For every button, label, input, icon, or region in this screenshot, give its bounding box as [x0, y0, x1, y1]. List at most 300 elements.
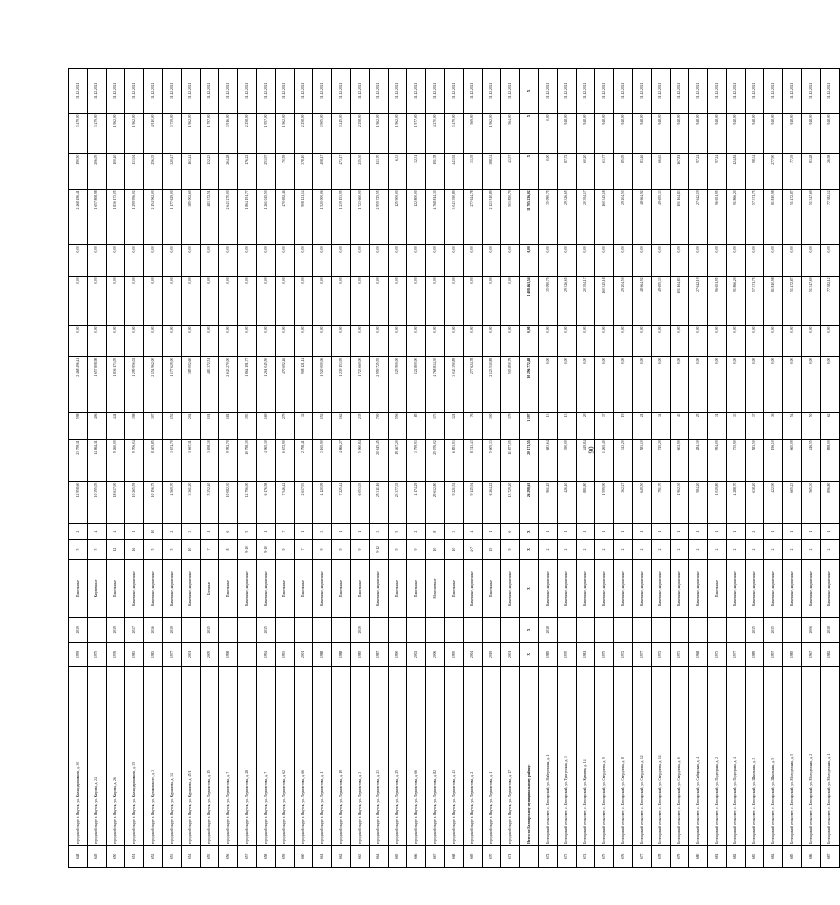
table-cell: 1972: [614, 642, 633, 667]
table-cell: 190,50: [69, 153, 88, 189]
table-cell: 0,00: [632, 357, 651, 413]
table-cell: 2015: [200, 618, 219, 643]
table-cell: 1: [820, 524, 839, 540]
table-cell: 2 643 270,00: [219, 357, 238, 413]
table-cell: городской округ г. Якутск, ул. Лермонтова, д. 17: [501, 667, 520, 846]
table-cell: 791,70: [651, 481, 670, 523]
table-cell: 2: [651, 539, 670, 559]
table-cell: 3 361,20: [181, 481, 200, 523]
table-cell: 31.12.2021: [444, 69, 463, 114]
table-cell: 31.12.2021: [87, 69, 106, 114]
table-cell: 649,50: [632, 481, 651, 523]
table-cell: 0,00: [576, 245, 595, 276]
table-cell: 0,00: [144, 245, 163, 276]
table-cell: 556: [388, 412, 407, 439]
table-cell: 948,00: [726, 113, 745, 153]
table-cell: Каменные, кирпичные: [726, 560, 745, 618]
table-cell: городской округ г. Якутск, ул. Лермонтова, д. 15: [200, 667, 219, 846]
table-cell: 31.12.2021: [369, 69, 388, 114]
table-row: [689, 69, 708, 868]
table-cell: 31.12.2021: [538, 69, 557, 114]
table-cell: Каменные, кирпичные: [144, 560, 163, 618]
table-cell: 2 959 725,55: [369, 189, 388, 245]
table-cell: 0,00: [125, 276, 144, 325]
table-cell: 113,70: [369, 153, 388, 189]
table-cell: 0,00: [388, 325, 407, 356]
table-cell: Белоярский сельсовет, с. Белоярский, ул. Школьная, д. 5: [764, 667, 783, 846]
table-cell: [614, 618, 633, 643]
table-cell: 12: [106, 539, 125, 559]
table-cell: X: [520, 618, 539, 643]
table-cell: Каменные, кирпичные: [614, 560, 633, 618]
table-cell: 2: [69, 524, 88, 540]
table-cell: 122 800,00: [407, 357, 426, 413]
table-cell: 101: [200, 412, 219, 439]
table-cell: [426, 618, 445, 643]
table-cell: 5: [238, 524, 257, 540]
table-cell: 0,00: [106, 245, 125, 276]
table-cell: 10 156,75: [144, 481, 163, 523]
table-cell: 91 866,20: [726, 276, 745, 325]
table-cell: [482, 618, 501, 643]
table-cell: 0,00: [181, 245, 200, 276]
table-cell: 1: [350, 524, 369, 540]
table-cell: 12 958,60: [69, 481, 88, 523]
table-cell: 7: [200, 539, 219, 559]
table-cell: 122 800,00: [407, 189, 426, 245]
table-cell: Белоярский сельсовет, с. Белоярский, ул. Молодежная, д. 5: [783, 667, 802, 846]
table-cell: 948,00: [708, 113, 727, 153]
table-row: [162, 69, 181, 868]
table-cell: 343,20: [614, 439, 633, 481]
table-cell: 4 965,30: [256, 439, 275, 481]
housing-repair-table: [68, 68, 840, 868]
table-cell: 85,05: [614, 153, 633, 189]
table-cell: 3 799,93: [407, 439, 426, 481]
table-cell: городской округ г. Якутск, ул. Кирова, д. 24: [87, 667, 106, 846]
table-cell: 12 796,00: [238, 481, 257, 523]
table-cell: 29 204,50: [614, 276, 633, 325]
table-cell: 31.12.2021: [407, 69, 426, 114]
table-cell: 27 642,19: [689, 276, 708, 325]
table-cell: 0,00: [614, 245, 633, 276]
table-row: [614, 69, 633, 868]
table-cell: 0,00: [407, 276, 426, 325]
table-cell: 2015: [745, 618, 764, 643]
table-row: [313, 69, 332, 868]
table-cell: 96 651,95: [708, 189, 727, 245]
table-cell: 9: [350, 539, 369, 559]
table-cell: 0,00: [538, 245, 557, 276]
table-cell: 441: [106, 412, 125, 439]
table-cell: 81 810,98: [764, 276, 783, 325]
table-cell: 686: [802, 845, 821, 867]
table-cell: 652: [144, 845, 163, 867]
table-cell: 0,00: [708, 325, 727, 356]
table-cell: 6 264,22: [482, 481, 501, 523]
table-cell: 681: [708, 845, 727, 867]
table-cell: Белоярский сельсовет, с. Белоярский, ул. Подгорная, д. 4: [726, 667, 745, 846]
table-cell: 2 617,93: [294, 481, 313, 523]
table-cell: 0,00: [87, 325, 106, 356]
table-body: [69, 69, 840, 868]
table-cell: 2: [670, 539, 689, 559]
table-cell: 277 624,78: [463, 357, 482, 413]
table-cell: 0,00: [482, 276, 501, 325]
table-cell: 1990: [388, 642, 407, 667]
table-cell: 0,00: [162, 245, 181, 276]
table-cell: 668: [444, 845, 463, 867]
table-cell: 663: [350, 845, 369, 867]
table-cell: 60,20: [576, 153, 595, 189]
table-cell: 2004: [463, 642, 482, 667]
table-cell: 4: [87, 524, 106, 540]
table-cell: 658: [256, 845, 275, 867]
table-cell: 662: [332, 845, 351, 867]
table-cell: 0,00: [783, 325, 802, 356]
table-cell: 908 121,14: [294, 189, 313, 245]
table-cell: 664: [369, 845, 388, 867]
table-cell: Каменные, кирпичные: [689, 560, 708, 618]
table-cell: Каменные, кирпичные: [181, 560, 200, 618]
table-cell: 2005: [200, 642, 219, 667]
table-cell: 0,00: [745, 325, 764, 356]
table-cell: X: [520, 153, 539, 189]
table-cell: 1: [538, 524, 557, 540]
table-cell: 0,00: [219, 325, 238, 356]
table-cell: 98,34: [745, 153, 764, 189]
table-cell: городской округ г. Якутск, ул. Кулаковского, д. 3: [144, 667, 163, 846]
table-cell: 29 326,65: [557, 276, 576, 325]
table-cell: 385 002,60: [181, 189, 200, 245]
table-cell: Панельные: [294, 560, 313, 618]
table-cell: 31.12.2021: [764, 69, 783, 114]
table-cell: 152: [313, 412, 332, 439]
table-cell: 2015: [764, 618, 783, 643]
table-cell: 673: [557, 845, 576, 867]
table-cell: 1 239 153,95: [332, 357, 351, 413]
table-cell: 674: [576, 845, 595, 867]
table-cell: 31.12.2021: [614, 69, 633, 114]
table-cell: 1: [557, 524, 576, 540]
table-cell: 0,00: [708, 357, 727, 413]
table-cell: Белоярский сельсовет, с. Белоярский, ул. Подгорная, д. 2: [708, 667, 727, 846]
table-cell: 896,80: [820, 481, 839, 523]
table-cell: 300: [482, 412, 501, 439]
table-cell: городской округ г. Якутск, ул. Курашова, д. 45/1: [181, 667, 200, 846]
table-cell: 2 123 510,89: [482, 189, 501, 245]
table-cell: Каменные, кирпичные: [576, 560, 595, 618]
table-cell: 8: [219, 539, 238, 559]
table-cell: 1 019,80: [708, 481, 727, 523]
table-cell: 679: [670, 845, 689, 867]
table-cell: 948,00: [632, 113, 651, 153]
table-row: [144, 69, 163, 868]
table-cell: 1 962,00: [275, 113, 294, 153]
table-cell: 191,78: [426, 153, 445, 189]
table-cell: 0,00: [463, 325, 482, 356]
table-cell: 20 394,17: [576, 276, 595, 325]
table-cell: Белоярский сельсовет, с. Белоярский, ул. Молодежная, д. 2: [802, 667, 821, 846]
table-cell: 388,34: [482, 153, 501, 189]
table-cell: [708, 618, 727, 643]
table-cell: 0,00: [764, 245, 783, 276]
table-cell: [576, 618, 595, 643]
table-cell: 25: [689, 412, 708, 439]
table-cell: 638,20: [745, 481, 764, 523]
table-cell: 16: [125, 539, 144, 559]
table-cell: 735,90: [726, 439, 745, 481]
table-cell: 948,00: [689, 113, 708, 153]
table-cell: 18 617,00: [106, 481, 125, 523]
table-cell: 1985: [783, 642, 802, 667]
table-cell: 31.12.2021: [651, 69, 670, 114]
table-cell: 1977: [632, 642, 651, 667]
table-cell: 948,00: [651, 113, 670, 153]
table-cell: 1 408 463,54: [520, 276, 539, 325]
table-cell: 1959: [69, 642, 88, 667]
table-row: [632, 69, 651, 868]
table-cell: Белоярский сельсовет, с. Белоярский, ул. Свердлова, д. 12: [632, 667, 651, 846]
table-cell: 31.12.2021: [670, 69, 689, 114]
table-cell: 2017: [125, 618, 144, 643]
table-cell: 0,00: [651, 357, 670, 413]
table-cell: X: [520, 642, 539, 667]
table-cell: 1973: [670, 642, 689, 667]
table-cell: 97,24: [689, 153, 708, 189]
table-cell: 5-12: [369, 539, 388, 559]
table-cell: 0,00: [501, 245, 520, 276]
table-cell: 667: [426, 845, 445, 867]
table-cell: 2 123 510,89: [482, 357, 501, 413]
table-cell: 10 395,05: [87, 481, 106, 523]
table-cell: 1 667,11: [181, 439, 200, 481]
table-cell: 0,00: [332, 325, 351, 356]
table-cell: 1985: [538, 642, 557, 667]
table-cell: 1 723 660,00: [350, 189, 369, 245]
table-cell: 1 864 191,77: [238, 357, 257, 413]
table-cell: 181: [219, 412, 238, 439]
table-cell: 31.12.2021: [238, 69, 257, 114]
table-cell: Панельные: [219, 560, 238, 618]
table-cell: 1 864 191,77: [238, 189, 257, 245]
table-cell: 660: [294, 845, 313, 867]
table-cell: 2006: [802, 618, 821, 643]
table-cell: [238, 618, 257, 643]
table-cell: 3: [313, 524, 332, 540]
table-cell: 675: [595, 845, 614, 867]
table-cell: [87, 618, 106, 643]
table-cell: 66,63: [651, 153, 670, 189]
table-cell: 7 546,42: [275, 481, 294, 523]
table-cell: 0,00: [614, 357, 633, 413]
table-cell: 685: [783, 845, 802, 867]
table-cell: 25 311,16: [369, 481, 388, 523]
table-cell: Каменные, кирпичные: [820, 560, 839, 618]
table-cell: Белоярский сельсовет, с. Белоярский, ул. Сибирская, д. 4: [689, 667, 708, 846]
table-cell: 1998: [219, 642, 238, 667]
table-cell: 0,00: [745, 357, 764, 413]
table-row: [444, 69, 463, 868]
table-cell: 320,47: [162, 153, 181, 189]
table-cell: 36: [764, 412, 783, 439]
table-cell: 1995: [444, 642, 463, 667]
table-cell: 1975: [87, 642, 106, 667]
table-cell: 9: [388, 539, 407, 559]
table-cell: 1 299 956,02: [125, 189, 144, 245]
table-cell: городской округ г. Якутск, ул. Лермонтова, д. 3: [350, 667, 369, 846]
table-cell: 15: [482, 539, 501, 559]
table-row: [407, 69, 426, 868]
table-cell: 1 265,40: [595, 439, 614, 481]
table-cell: 0,00: [388, 245, 407, 276]
table-cell: 665: [388, 845, 407, 867]
table-cell: 0,00: [501, 276, 520, 325]
table-cell: Каменные, кирпичные: [162, 560, 181, 618]
table-cell: 5: [388, 524, 407, 540]
table-cell: 657: [238, 845, 257, 867]
table-cell: 77 382,12: [820, 276, 839, 325]
table-cell: 0,00: [407, 325, 426, 356]
table-cell: Белоярский сельсовет, с. Белоярский, ул. Набережная, д. 1: [538, 667, 557, 846]
table-cell: X: [520, 69, 539, 114]
table-cell: 101 164,83: [670, 189, 689, 245]
table-cell: 284,30: [689, 439, 708, 481]
table-cell: 1973: [708, 642, 727, 667]
table-cell: Блочные: [200, 560, 219, 618]
table-cell: X: [520, 524, 539, 540]
table-cell: 31.12.2021: [275, 69, 294, 114]
table-cell: 31.12.2021: [595, 69, 614, 114]
table-cell: 1 239 153,95: [332, 189, 351, 245]
table-cell: 307: [144, 412, 163, 439]
table-cell: 2: [407, 524, 426, 540]
table-cell: 0,00: [783, 245, 802, 276]
table-cell: 0,00: [764, 357, 783, 413]
table-cell: 948,00: [557, 113, 576, 153]
table-cell: 23 799,11: [69, 439, 88, 481]
table-cell: 2 258,00: [350, 113, 369, 153]
table-cell: 0,00: [162, 325, 181, 356]
table-cell: 650: [106, 845, 125, 867]
table-cell: 176,22: [238, 153, 257, 189]
table-cell: 0,00: [350, 276, 369, 325]
table-cell: 31.12.2021: [313, 69, 332, 114]
table-row: [726, 69, 745, 868]
table-cell: 1977: [726, 642, 745, 667]
table-cell: 9 706,04: [125, 439, 144, 481]
table-cell: 1977: [162, 642, 181, 667]
table-cell: [632, 618, 651, 643]
table-row: [501, 69, 520, 868]
table-cell: 2: [632, 539, 651, 559]
table-cell: 422,90: [764, 481, 783, 523]
table-cell: 91 866,20: [726, 189, 745, 245]
table-cell: 2 468 496,41: [69, 357, 88, 413]
table-cell: 1983: [125, 642, 144, 667]
table-cell: 443,92: [444, 153, 463, 189]
table-cell: 6 672,90: [275, 439, 294, 481]
table-cell: 2: [538, 539, 557, 559]
table-cell: 1 177 629,00: [162, 357, 181, 413]
table-cell: 0,00: [144, 276, 163, 325]
table-cell: 37: [595, 412, 614, 439]
table-cell: 31.12.2021: [632, 69, 651, 114]
table-cell: 0,00: [219, 276, 238, 325]
table-row: [388, 69, 407, 868]
table-cell: 1975: [595, 642, 614, 667]
table-cell: 0,00: [726, 325, 745, 356]
table-cell: 160 345,18: [595, 276, 614, 325]
table-cell: 3 674,70: [162, 439, 181, 481]
table-cell: 0,00: [463, 276, 482, 325]
table-cell: 948,00: [576, 113, 595, 153]
table-cell: городской округ г. Якутск, ул. Лермонтова, д. 25: [388, 667, 407, 846]
table-cell: 0,00: [708, 245, 727, 276]
table-cell: городской округ г. Якутск, ул. Лермонтова, д. 1: [313, 667, 332, 846]
table-cell: 253,97: [256, 153, 275, 189]
table-cell: 1988: [332, 642, 351, 667]
table-cell: 6,33: [388, 153, 407, 189]
table-cell: 2018: [820, 618, 839, 643]
table-cell: 33,39: [463, 153, 482, 189]
table-cell: городской округ г. Якутск, ул. Лермонтова, д. 43: [444, 667, 463, 846]
table-cell: 124,84: [726, 153, 745, 189]
table-cell: 2: [576, 539, 595, 559]
table-cell: 4 569,70: [162, 481, 181, 523]
table-cell: 0,00: [726, 357, 745, 413]
table-cell: [670, 618, 689, 643]
table-cell: [520, 845, 539, 867]
table-cell: 9 221,52: [444, 481, 463, 523]
table-cell: Кирпичные: [87, 560, 106, 618]
table-cell: 1: [802, 524, 821, 540]
table-cell: 0,00: [632, 245, 651, 276]
table-row: [802, 69, 821, 868]
table-cell: 50: [802, 412, 821, 439]
table-cell: 9: [313, 539, 332, 559]
table-cell: 76: [463, 412, 482, 439]
table-cell: 6 853,93: [444, 439, 463, 481]
table-cell: 0,00: [125, 245, 144, 276]
table-cell: 961,45: [538, 481, 557, 523]
table-cell: 83,46: [632, 153, 651, 189]
table-cell: 666: [407, 845, 426, 867]
table-cell: 0,00: [444, 245, 463, 276]
table-cell: 31.12.2021: [69, 69, 88, 114]
table-cell: Белоярский сельсовет, с. Белоярский, ул. Свердлова, д. 9: [595, 667, 614, 846]
table-cell: 2: [726, 539, 745, 559]
table-row: [463, 69, 482, 868]
table-row: [69, 69, 88, 868]
table-cell: 10 798,30: [238, 439, 257, 481]
table-cell: Каменные, кирпичные: [745, 560, 764, 618]
table-cell: Каменные, кирпичные: [595, 560, 614, 618]
table-cell: 81 810,98: [764, 189, 783, 245]
table-cell: 3 043 390,89: [444, 189, 463, 245]
table-cell: 1 261 045,50: [256, 189, 275, 245]
table-cell: 0,00: [614, 325, 633, 356]
table-cell: 390,00: [557, 439, 576, 481]
table-cell: 57 371,75: [745, 276, 764, 325]
table-cell: 2: [162, 524, 181, 540]
table-cell: 2019: [350, 618, 369, 643]
table-cell: 0,00: [313, 325, 332, 356]
table-cell: 583,10: [632, 439, 651, 481]
table-cell: 31.12.2021: [162, 69, 181, 114]
table-cell: 1 261 045,50: [256, 357, 275, 413]
table-cell: 1 299 956,02: [125, 357, 144, 413]
